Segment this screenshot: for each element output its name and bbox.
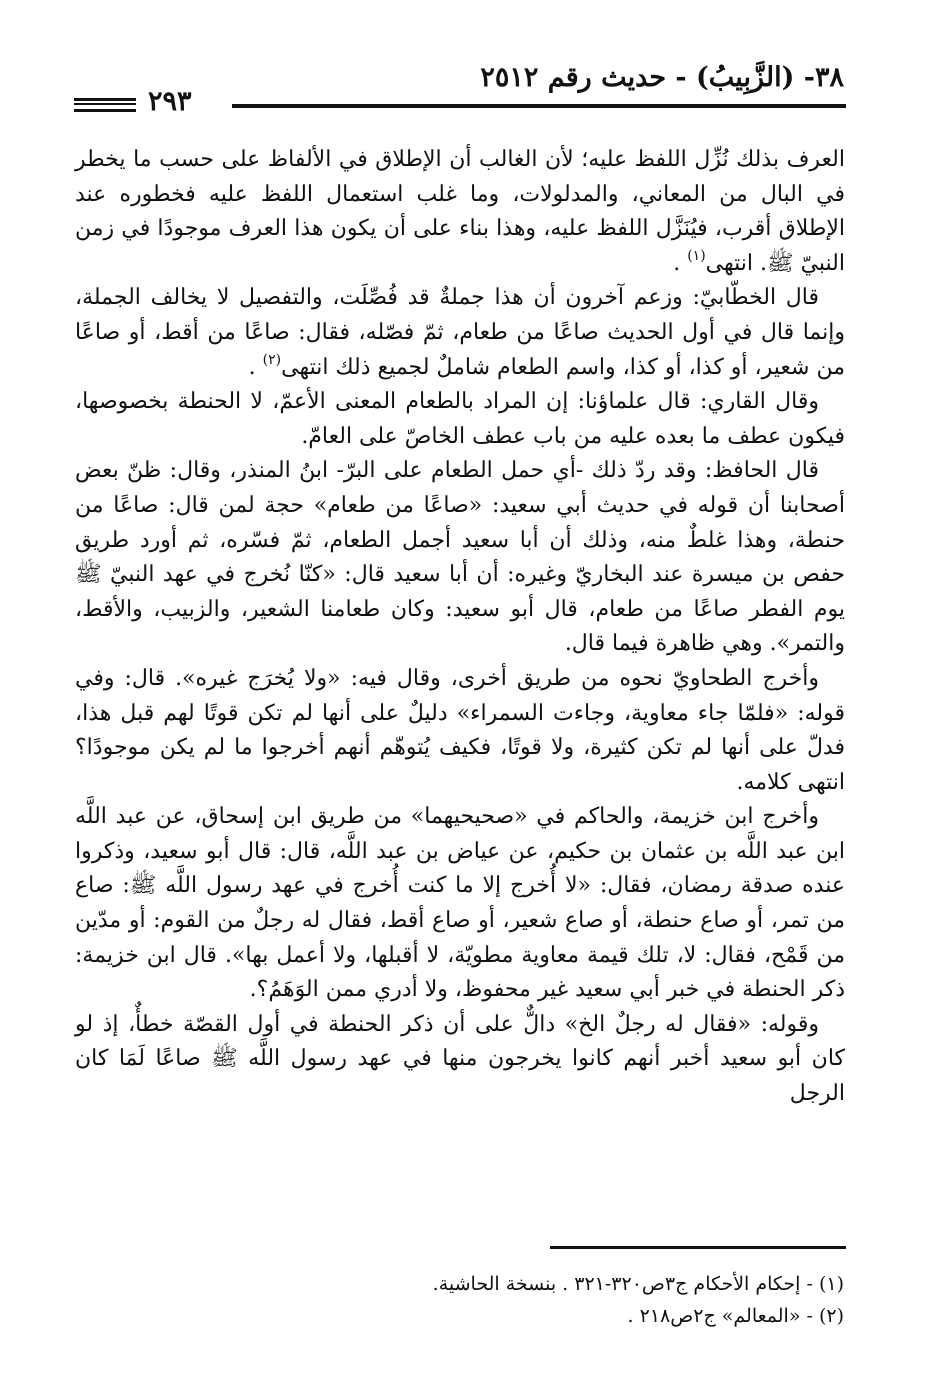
footnote-ref: (٢) (262, 351, 282, 368)
footnote-separator (550, 1246, 846, 1249)
paragraph-text: العرف بذلك نُزِّل اللفظ عليه؛ لأن الغالب أن الإطلاق في الألفاظ على حسب ما يخطر في البال من المعاني، والمدلولات، وما غلب استعمال اللفظ عليه فخطوره عند الإطلاق أقرب، فيُنَزَّل اللفظ عليه، وهذا بناء على أن يكون هذا العرف موجودًا في زمن النبيّ ﷺ. انتهى (75, 147, 845, 276)
running-title: ٣٨- (الزَّبِيبُ) - حديث رقم ٢٥١٢ (480, 62, 844, 93)
main-text (75, 143, 845, 1112)
paragraph-tail: . (248, 354, 263, 380)
paragraph (75, 281, 845, 385)
paragraph: وأخرج الطحاويّ نحوه من طريق أخرى، وقال فيه: «ولا يُخرَج غيره». قال: وفي قوله: «فلمّا جاء معاوية، وجاءت السمراء» دليلٌ على أنها لم تكن قوتًا لهم قبل هذا، فدلّ على أنها لم تكن كثيرة، ولا قوتًا، فكيف يُتوهّم أنهم أخرجوا ما لم يكن موجودًا؟ انتهى كلامه. (75, 665, 846, 795)
paragraph: وقوله: «فقال له رجلٌ الخ» دالٌّ على أن ذكر الحنطة في أول القصّة خطأٌ، إذ لو كان أبو سعيد أخبر أنهم كانوا يخرجون منها في عهد رسول اللَّه ﷺ صاعًا لَمَا كان الرجل (75, 1011, 845, 1107)
footnote-ref: (١) (687, 247, 706, 264)
paragraph: قال الحافظ: وقد ردّ ذلك -أي حمل الطعام على البرّ- ابنُ المنذر، وقال: ظنّ بعض أصحابنا أن قوله في حديث أبي سعيد: «صاعًا من طعام» حجة لمن قال: صاعًا من حنطة، وهذا غلطٌ منه، وذلك أن أبا سعيد أجمل الطعام، ثمّ فسّره، ثم أورد طريق حفص بن ميسرة عند البخاريّ وغيره: أن أبا سعيد قال: «كنّا نُخرج في عهد النبيّ ﷺ يوم الفطر صاعًا من طعام، قال أبو سعيد: وكان طعامنا الشعير، والزبيب، والأقط، والتمر». وهي ظاهرة فيما قال. (75, 458, 845, 657)
page-number: ٢٩٣ (148, 86, 192, 117)
header-rule (232, 104, 846, 108)
paragraph: وقال القاري: قال علماؤنا: إن المراد بالطعام المعنى الأعمّ، لا الحنطة بخصوصها، فيكون عطف ما بعده عليه من باب عطف الخاصّ على العامّ. (75, 389, 845, 449)
paragraph (75, 143, 845, 281)
paragraph-text: قال الخطّابيّ: وزعم آخرون أن هذا جملةٌ قد فُصِّلَت، والتفصيل لا يخالف الجملة، وإنما قال في أول الحديث صاعًا من طعام، ثمّ فصّله، فقال: صاعًا من أقط، أو صاعًا من شعير، أو كذا، أو كذا، واسم الطعام شاملٌ لجميع ذلك انتهى (75, 285, 845, 380)
footnote: (١) - إحكام الأحكام ج٣ص٣٢٠-٣٢١ . بنسخة الحاشية. (432, 1273, 844, 1295)
footnote: (٢) - «المعالم» ج٢ص٢١٨ . (627, 1305, 844, 1327)
paragraph: وأخرج ابن خزيمة، والحاكم في «صحيحيهما» من طريق ابن إسحاق، عن عبد اللَّه ابن عبد اللَّه بن عثمان بن حكيم، عن عياض بن عبد اللَّه، قال: قال أبو سعيد، وذكروا عنده صدقة رمضان، فقال: «لا أُخرج إلا ما كنت أُخرج في عهد رسول اللَّه ﷺ: صاع من تمر، أو صاع حنطة، أو صاع شعير، أو صاع أقط، فقال له رجلٌ من القوم: أو مدّين من قَمْح، فقال: لا، تلك قيمة معاوية مطويّة، لا أقبلها، ولا أعمل بها». قال ابن خزيمة: ذكر الحنطة في خبر أبي سعيد غير محفوظ، ولا أدري ممن الوَهَمُ؟. (75, 804, 845, 1003)
paragraph-tail: . (673, 250, 688, 276)
header-rule-double (74, 98, 136, 112)
footnotes (200, 1268, 844, 1332)
